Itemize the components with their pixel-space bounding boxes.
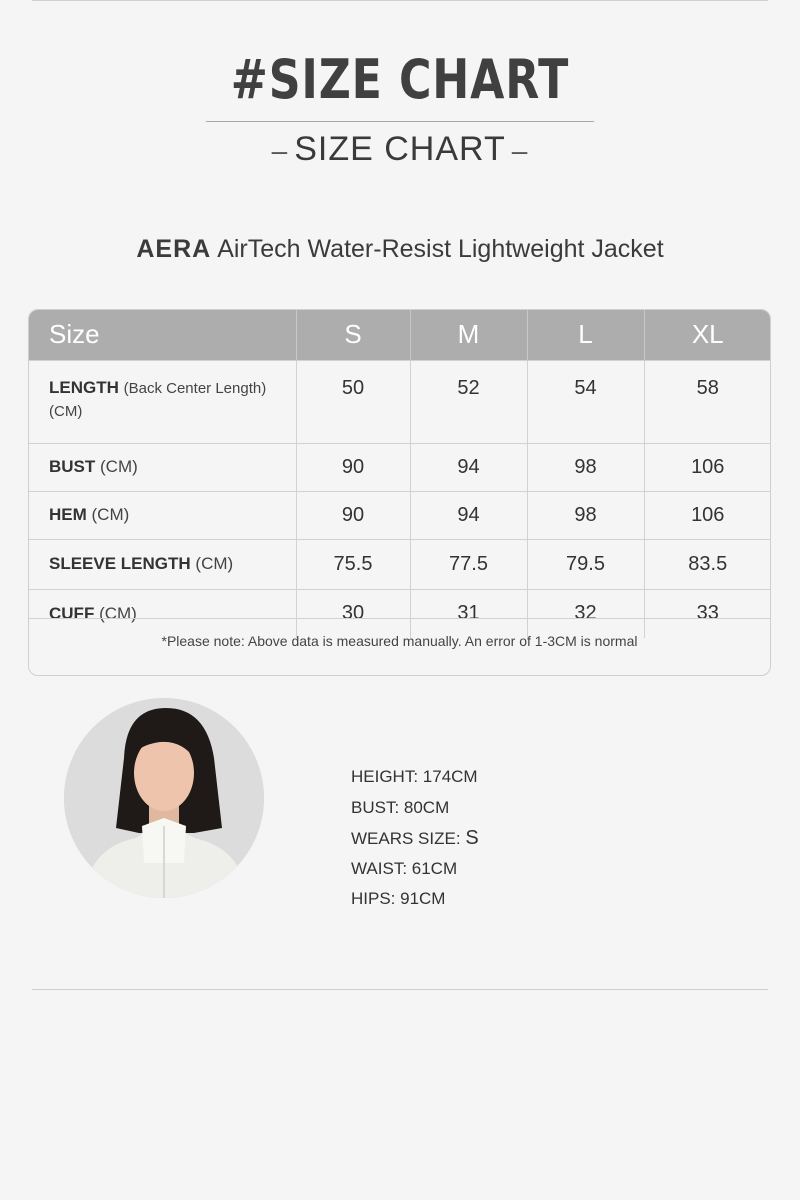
page-title: #SIZE CHART — [230, 48, 570, 111]
table-cell: 79.5 — [527, 539, 644, 589]
model-hips: HIPS: 91CM — [351, 889, 446, 908]
sleeve-label: SLEEVE LENGTH — [49, 554, 191, 573]
bottom-divider — [32, 989, 768, 990]
hem-label: HEM — [49, 505, 87, 524]
table-row-sleeve-length — [29, 539, 771, 589]
subtitle-dash-right: – — [511, 135, 529, 166]
model-photo — [64, 698, 264, 898]
model-portrait-image — [64, 698, 264, 898]
wears-size-label: WEARS SIZE: — [351, 829, 461, 848]
hem-unit: (CM) — [91, 505, 130, 524]
table-cell: 33 — [644, 589, 771, 638]
header-size-xl: XL — [644, 310, 771, 360]
table-cell: 75.5 — [296, 539, 410, 589]
model-wears-size — [351, 827, 479, 858]
length-unit: (CM) — [49, 402, 83, 420]
header-size-s: S — [296, 310, 410, 360]
table-cell: 31 — [410, 589, 527, 638]
header-size-label: Size — [49, 319, 100, 350]
table-cell: 90 — [296, 443, 410, 491]
size-table — [28, 309, 771, 676]
subtitle-text: SIZE CHART — [294, 130, 506, 168]
bust-unit: (CM) — [100, 457, 138, 476]
row-label-sleeve — [29, 539, 296, 589]
table-cell: 94 — [410, 443, 527, 491]
row-label-bust — [29, 443, 296, 491]
bust-label: BUST — [49, 457, 96, 476]
wears-size-value: S — [465, 827, 479, 849]
table-cell: 98 — [527, 491, 644, 539]
row-label-length — [29, 360, 296, 443]
table-cell: 54 — [527, 360, 644, 443]
table-cell: 106 — [644, 443, 771, 491]
title-divider — [206, 121, 594, 122]
product-name: AirTech Water-Resist Lightweight Jacket — [217, 235, 664, 263]
model-waist: WAIST: 61CM — [351, 858, 458, 878]
top-divider — [32, 0, 768, 1]
model-measurements — [351, 766, 479, 919]
table-row-bust — [29, 443, 771, 491]
header-size-m: M — [410, 310, 527, 360]
table-cell: 90 — [296, 491, 410, 539]
table-cell: 77.5 — [410, 539, 527, 589]
model-height: HEIGHT: 174CM — [351, 767, 478, 786]
table-row-length — [29, 360, 771, 443]
header-size-l: L — [527, 310, 644, 360]
product-title — [0, 235, 800, 264]
cuff-unit: (CM) — [99, 603, 137, 623]
table-cell: 83.5 — [644, 539, 771, 589]
length-label: LENGTH — [49, 377, 119, 397]
sleeve-unit: (CM) — [195, 554, 234, 573]
table-cell: 94 — [410, 491, 527, 539]
subtitle-dash-left: – — [271, 135, 289, 166]
model-bust: BUST: 80CM — [351, 797, 450, 817]
table-row-hem — [29, 491, 771, 539]
length-detail: (Back Center Length) — [123, 379, 267, 397]
table-cell: 52 — [410, 360, 527, 443]
table-cell: 30 — [296, 589, 410, 638]
table-cell: 98 — [527, 443, 644, 491]
table-cell: 50 — [296, 360, 410, 443]
measurement-note: *Please note: Above data is measured manually. An error of 1-3CM is normal — [29, 618, 770, 675]
page-subtitle — [0, 130, 800, 169]
cuff-label: CUFF — [49, 603, 95, 623]
table-header-row — [29, 310, 771, 360]
product-brand: AERA — [136, 235, 212, 263]
table-cell: 32 — [527, 589, 644, 638]
table-cell: 58 — [644, 360, 771, 443]
table-cell: 106 — [644, 491, 771, 539]
row-label-hem — [29, 491, 296, 539]
